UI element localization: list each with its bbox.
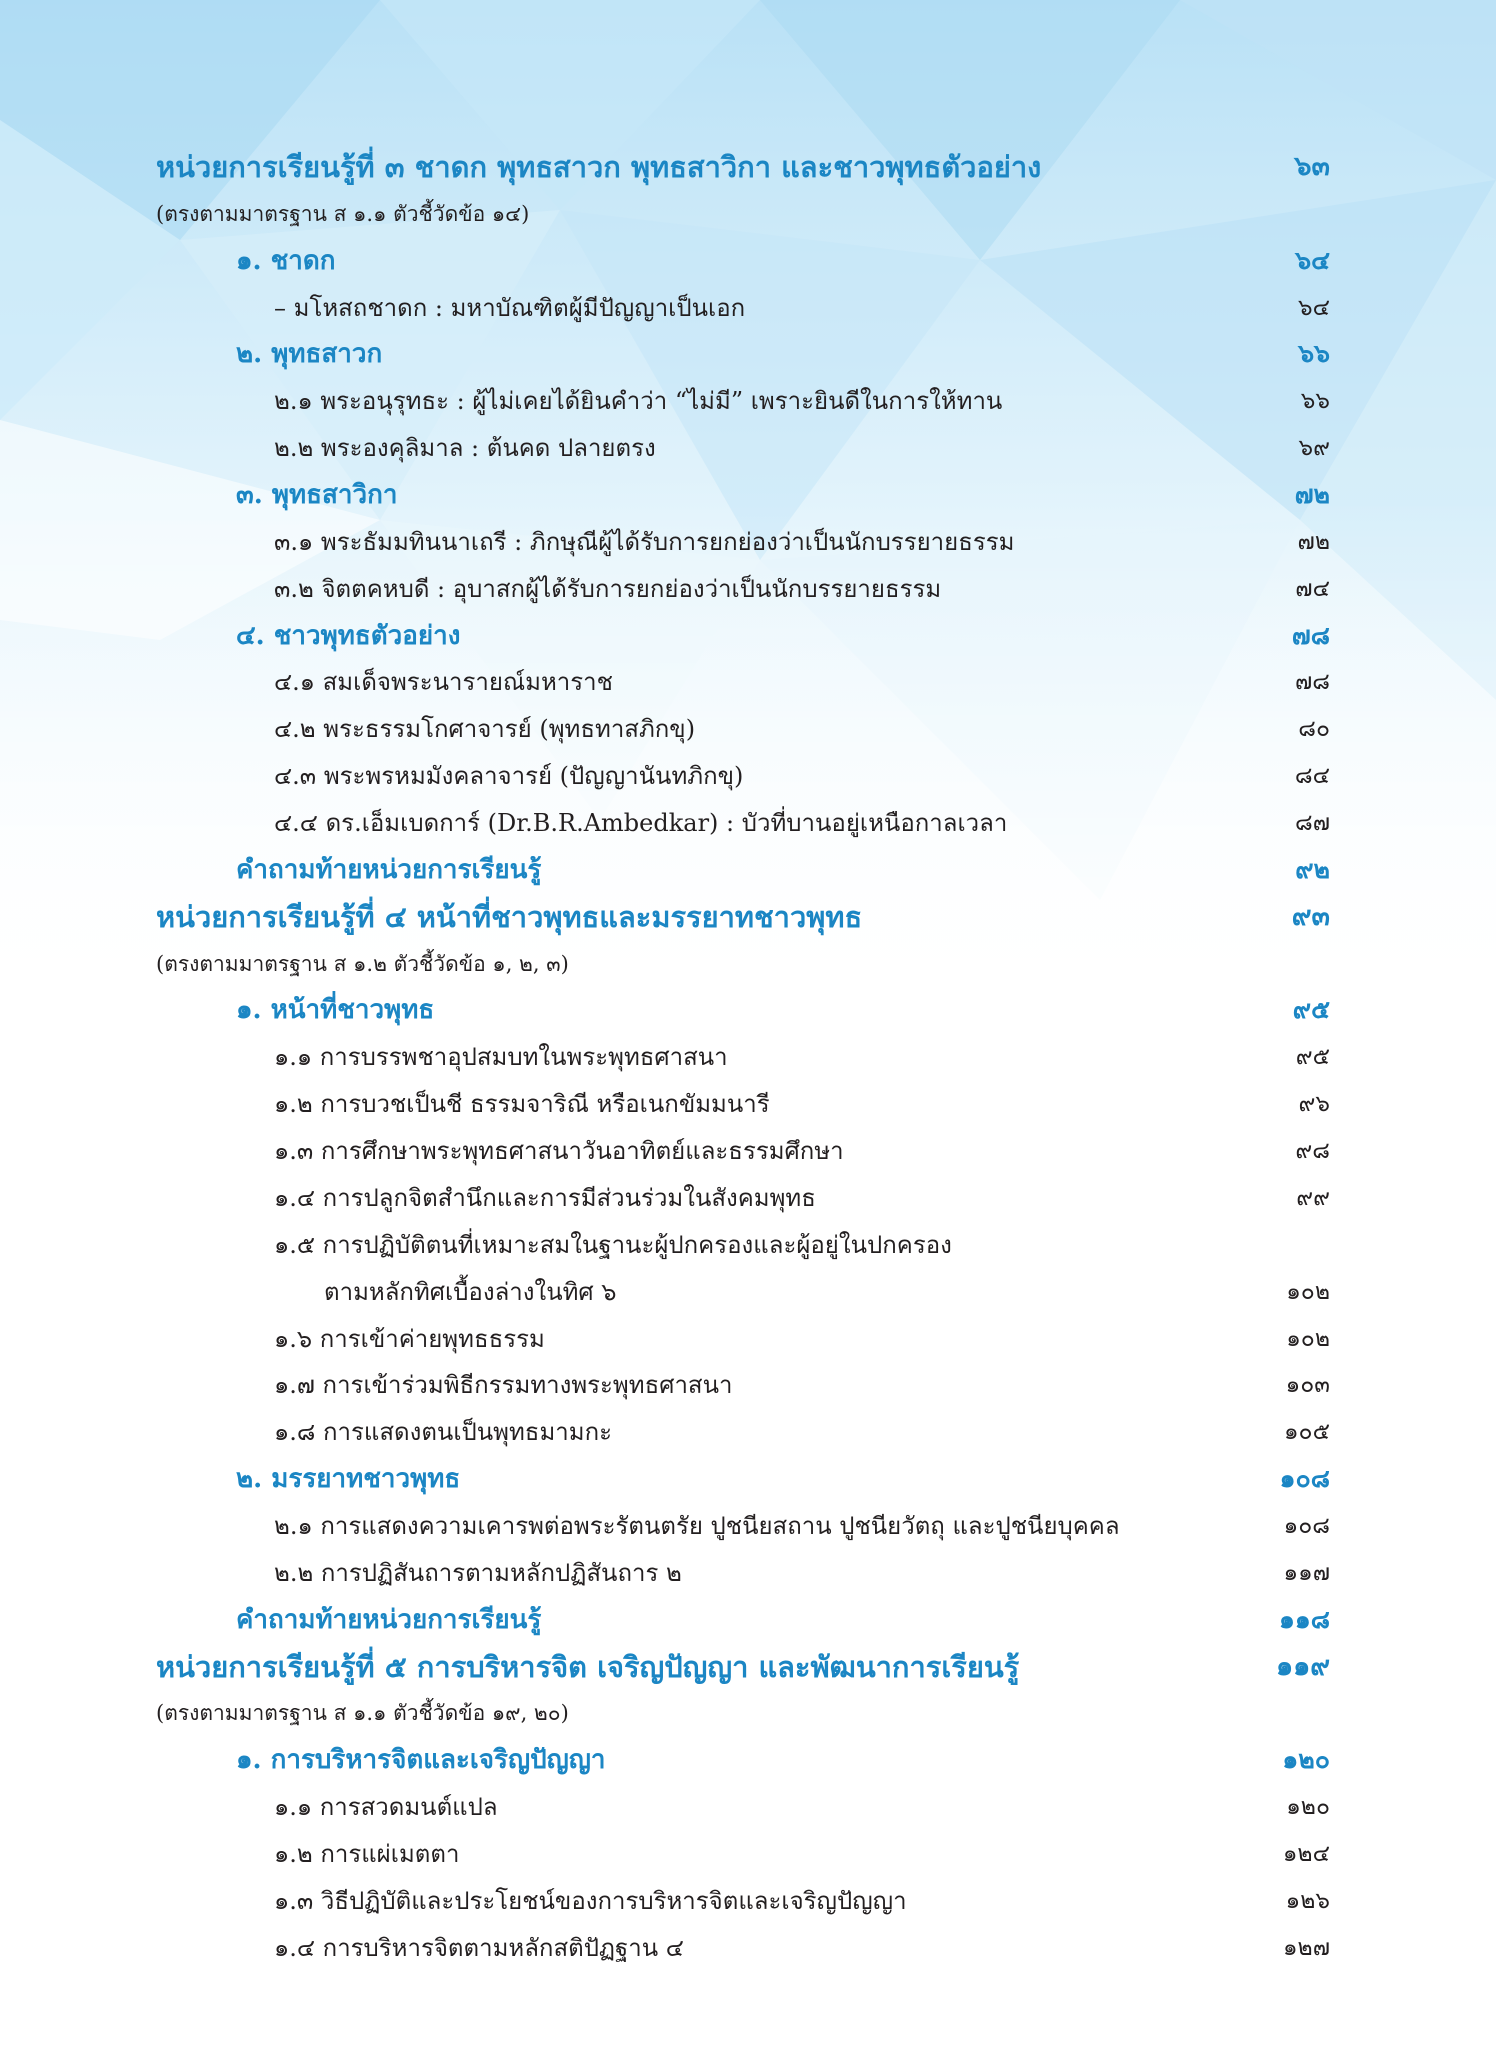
toc-entry-item — [0, 1925, 1496, 1971]
toc-entry-sec — [0, 613, 1496, 659]
toc-entry-item — [0, 1831, 1496, 1877]
toc-entry-sec — [0, 987, 1496, 1033]
toc-page-number: ๖๓ — [1294, 151, 1330, 182]
toc-page-number: ๖๖ — [1300, 388, 1330, 415]
toc-page-number: ๗๒ — [1297, 528, 1330, 555]
toc-entry-title: ๒.๑ พระอนุรุทธะ : ผู้ไม่เคยได้ยินคำว่า “ไม่มี” เพราะยินดีในการให้ทาน — [274, 387, 1003, 416]
toc-entry-title: ๔.๑ สมเด็จพระนารายณ์มหาราช — [274, 668, 613, 697]
toc-entry-title: ตามหลักทิศเบื้องล่างในทิศ ๖ — [324, 1277, 617, 1306]
toc-page-number: ๑๐๘ — [1279, 1464, 1330, 1494]
toc-entry-title: – มโหสถชาดก : มหาบัณฑิตผู้มีปัญญาเป็นเอก — [274, 293, 746, 322]
toc-page-number: ๑๑๙ — [1275, 1650, 1330, 1682]
toc-entry-sec — [0, 1456, 1496, 1502]
toc-entry-sec — [0, 331, 1496, 377]
toc-entry-title: ๑.๒ การแผ่เมตตา — [274, 1839, 460, 1868]
toc-entry-title: ๒.๑ การแสดงความเคารพต่อพระรัตนตรัย ปูชนียสถาน ปูชนียวัตถุ และปูชนียบุคคล — [274, 1511, 1120, 1540]
toc-entry-item — [0, 1316, 1496, 1362]
toc-entry-title: ๔.๓ พระพรหมมังคลาจารย์ (ปัญญานันทภิกขุ) — [274, 762, 744, 791]
toc-entry-item — [0, 706, 1496, 752]
toc-entry-title: (ตรงตามมาตรฐาน ส ๑.๒ ตัวชี้วัดข้อ ๑, ๒, ๓) — [156, 951, 569, 976]
toc-page-number: ๖๙ — [1298, 435, 1330, 462]
toc-entry-title: ๑. การบริหารจิตและเจริญปัญญา — [236, 1745, 606, 1776]
toc-entry-item — [0, 1784, 1496, 1830]
toc-entry-item — [0, 1269, 1496, 1315]
toc-entry-title: ๔.๒ พระธรรมโกศาจารย์ (พุทธทาสภิกขุ) — [274, 715, 696, 744]
toc-entry-sec — [0, 1737, 1496, 1783]
toc-entry-title: (ตรงตามมาตรฐาน ส ๑.๑ ตัวชี้วัดข้อ ๑๙, ๒๐) — [156, 1701, 569, 1726]
toc-page-number: ๙๓ — [1291, 900, 1330, 932]
toc-entry-item — [0, 800, 1496, 846]
toc-entry-sec — [0, 472, 1496, 518]
toc-entry-title: ๒. มรรยาทชาวพุทธ — [236, 1464, 461, 1495]
toc-entry-unit — [0, 144, 1496, 190]
toc-entry-unit — [0, 894, 1496, 940]
toc-entry-item — [0, 1175, 1496, 1221]
toc-page-number: ๑๐๓ — [1285, 1372, 1330, 1399]
toc-entry-item — [0, 378, 1496, 424]
toc-entry-item — [0, 1503, 1496, 1549]
toc-page-number: ๑๐๒ — [1286, 1278, 1330, 1305]
toc-entry-title: ๑.๑ การบรรพชาอุปสมบทในพระพุทธศาสนา — [274, 1043, 728, 1072]
toc-entry-std — [0, 941, 1496, 987]
toc-page-number: ๘๗ — [1294, 810, 1330, 837]
toc-entry-item — [0, 425, 1496, 471]
toc-entry-unit — [0, 1644, 1496, 1690]
toc-page-number: ๗๘ — [1294, 669, 1330, 696]
toc-page-number: ๙๘ — [1295, 1138, 1330, 1165]
toc-entry-title: ๔.๔ ดร.เอ็มเบดการ์ (Dr.B.R.Ambedkar) : บัวที่บานอยู่เหนือกาลเวลา — [274, 809, 1008, 838]
toc-entry-item — [0, 659, 1496, 705]
toc-page-number: ๘๐ — [1298, 716, 1330, 743]
toc-page-number: ๑๒๔ — [1282, 1840, 1330, 1867]
toc-page-number: ๘๔ — [1294, 763, 1330, 790]
toc-page-number: ๗๘ — [1291, 620, 1330, 650]
toc-entry-sec — [0, 1597, 1496, 1643]
toc-entry-title: หน่วยการเรียนรู้ที่ ๔ หน้าที่ชาวพุทธและมรรยาทชาวพุทธ — [156, 899, 863, 934]
toc-entry-title: ๓.๑ พระธัมมทินนาเถรี : ภิกษุณีผู้ได้รับการยกย่องว่าเป็นนักบรรยายธรรม — [274, 527, 1015, 556]
toc-entry-sec — [0, 238, 1496, 284]
toc-entry-title: คำถามท้ายหน่วยการเรียนรู้ — [236, 1604, 542, 1635]
toc-entry-title: ๒.๒ การปฏิสันถารตามหลักปฏิสันถาร ๒ — [274, 1558, 682, 1587]
toc-page-number: ๑๑๗ — [1283, 1559, 1330, 1586]
toc-page-number: ๑๐๘ — [1283, 1512, 1330, 1539]
toc-entry-item — [0, 1034, 1496, 1080]
toc-entry-title: ๓.๒ จิตตคหบดี : อุบาสกผู้ได้รับการยกย่องว่าเป็นนักบรรยายธรรม — [274, 574, 942, 603]
toc-page-number: ๑๒๐ — [1282, 1745, 1330, 1775]
toc-entry-title: ๑.๔ การปลูกจิตสำนึกและการมีส่วนร่วมในสังคมพุทธ — [274, 1183, 816, 1212]
toc-entry-item — [0, 1128, 1496, 1174]
toc-page-number: ๖๖ — [1298, 339, 1330, 369]
toc-entry-item — [0, 1362, 1496, 1408]
toc-entry-title: หน่วยการเรียนรู้ที่ ๓ ชาดก พุทธสาวก พุทธสาวิกา และชาวพุทธตัวอย่าง — [156, 150, 1042, 184]
toc-entry-title: ๑. หน้าที่ชาวพุทธ — [236, 995, 435, 1026]
toc-entry-title: ๑. ชาดก — [236, 245, 336, 276]
toc-entry-item — [0, 519, 1496, 565]
toc-entry-title: ๒. พุทธสาวก — [236, 339, 383, 370]
toc-entry-title: ๔. ชาวพุทธตัวอย่าง — [236, 620, 461, 651]
toc-entry-item — [0, 753, 1496, 799]
toc-entry-title: หน่วยการเรียนรู้ที่ ๕ การบริหารจิต เจริญปัญญา และพัฒนาการเรียนรู้ — [156, 1649, 1020, 1684]
toc-entry-title: ๑.๑ การสวดมนต์แปล — [274, 1793, 498, 1822]
toc-entry-title: ๑.๔ การบริหารจิตตามหลักสติปัฏฐาน ๔ — [274, 1933, 684, 1962]
toc-entry-item — [0, 1878, 1496, 1924]
toc-entry-title: ๑.๕ การปฏิบัติตนที่เหมาะสมในฐานะผู้ปกครองและผู้อยู่ในปกครอง — [274, 1230, 952, 1259]
toc-page-number: ๑๒๗ — [1282, 1934, 1330, 1961]
toc-entry-item — [0, 1409, 1496, 1455]
toc-page-number: ๙๙ — [1296, 1184, 1330, 1211]
toc-entry-title: ๑.๗ การเข้าร่วมพิธีกรรมทางพระพุทธศาสนา — [274, 1371, 733, 1400]
toc-entry-title: ๑.๒ การบวชเป็นชี ธรรมจาริณี หรือเนกขัมมนารี — [274, 1090, 770, 1119]
toc-entry-std — [0, 191, 1496, 237]
toc-page-number: ๑๒๐ — [1286, 1794, 1330, 1821]
toc-entry-title: ๑.๖ การเข้าค่ายพุทธธรรม — [274, 1324, 545, 1353]
toc-entry-item — [0, 1222, 1496, 1268]
toc-entry-item — [0, 566, 1496, 612]
toc-page-number: ๑๐๒ — [1286, 1325, 1330, 1352]
toc-entry-item — [0, 285, 1496, 331]
toc-page-number: ๗๒ — [1294, 480, 1330, 510]
toc-page-number: ๑๑๘ — [1278, 1604, 1330, 1634]
toc-page-number: ๗๔ — [1295, 575, 1330, 602]
toc-entry-title: ๑.๘ การแสดงตนเป็นพุทธมามกะ — [274, 1418, 612, 1447]
toc-entry-title: ๒.๒ พระองคุลิมาล : ต้นคด ปลายตรง — [274, 434, 656, 463]
toc-entry-item — [0, 1550, 1496, 1596]
toc-page-number: ๖๔ — [1297, 294, 1330, 321]
toc-page-number: ๑๒๖ — [1285, 1887, 1330, 1914]
toc-entry-title: ๓. พุทธสาวิกา — [236, 480, 398, 511]
toc-entry-std — [0, 1690, 1496, 1736]
toc-page-number: ๙๕ — [1292, 995, 1330, 1025]
toc-entry-title: ๑.๓ การศึกษาพระพุทธศาสนาวันอาทิตย์และธรรมศึกษา — [274, 1137, 844, 1166]
toc-entry-title: ๑.๓ วิธีปฏิบัติและประโยชน์ของการบริหารจิตและเจริญปัญญา — [274, 1886, 907, 1915]
toc-entry-item — [0, 1081, 1496, 1127]
toc-page-number: ๖๔ — [1295, 245, 1330, 275]
toc-page-number: ๙๒ — [1295, 854, 1330, 884]
toc-page-number: ๙๖ — [1298, 1091, 1330, 1118]
toc-entry-title: (ตรงตามมาตรฐาน ส ๑.๑ ตัวชี้วัดข้อ ๑๔) — [156, 201, 530, 226]
toc-entry-sec — [0, 847, 1496, 893]
toc-entry-title: คำถามท้ายหน่วยการเรียนรู้ — [236, 854, 542, 885]
toc-page-number: ๑๐๕ — [1283, 1419, 1330, 1446]
toc-page-number: ๙๕ — [1295, 1044, 1330, 1071]
